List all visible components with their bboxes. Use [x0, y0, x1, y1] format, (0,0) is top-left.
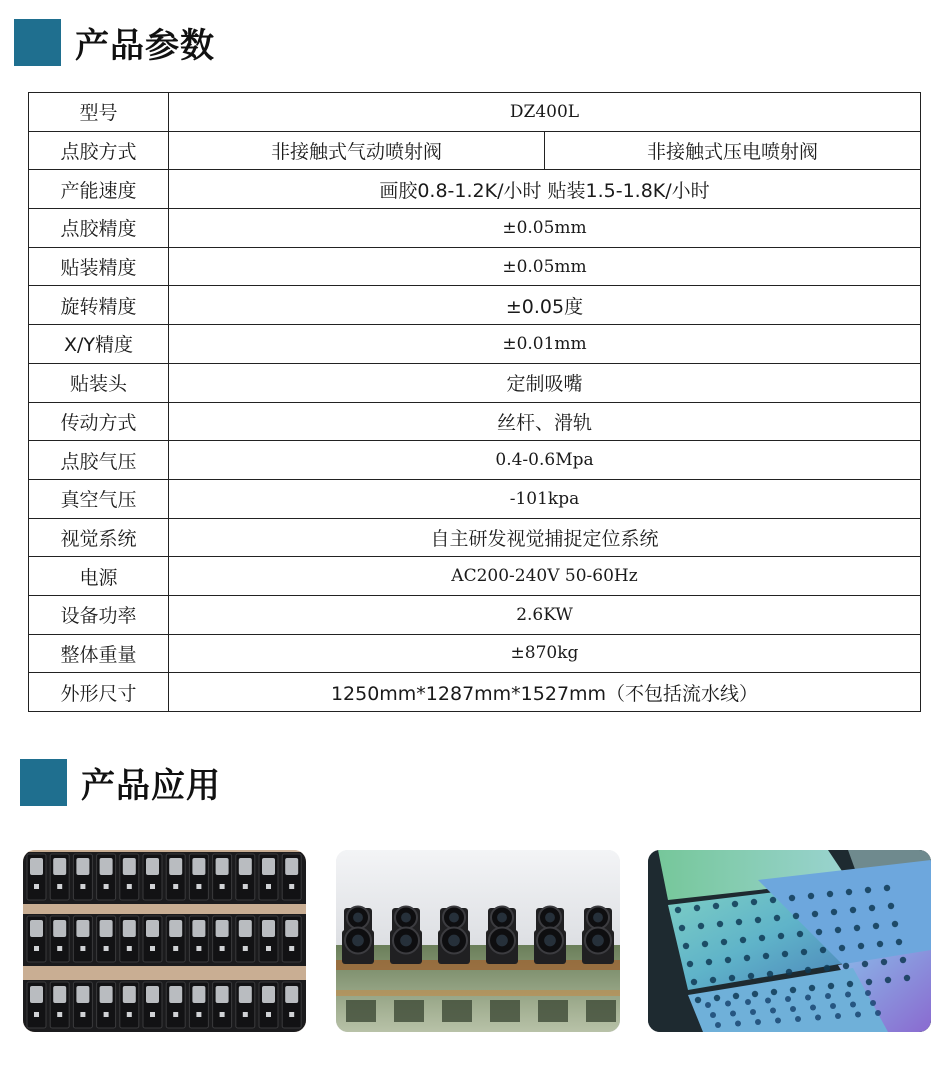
led-tray-image	[648, 850, 931, 1032]
table-row	[29, 93, 921, 132]
table-row	[29, 325, 921, 364]
table-row	[29, 673, 921, 712]
section-title: 产品应用	[81, 766, 221, 806]
table-row	[29, 402, 921, 441]
row-value: 0.4-0.6Mpa	[169, 441, 921, 480]
spec-table	[28, 92, 921, 712]
section-header-applications	[20, 758, 221, 807]
row-label: 贴装精度	[29, 247, 169, 286]
row-label: 产能速度	[29, 170, 169, 209]
application-photo-camera-modules	[336, 850, 620, 1032]
table-row	[29, 209, 921, 248]
camera-module-image	[336, 850, 620, 1032]
row-label: 设备功率	[29, 595, 169, 634]
section-title: 产品参数	[75, 26, 215, 66]
row-value: AC200-240V 50-60Hz	[169, 557, 921, 596]
panel-grid-image	[23, 850, 306, 1032]
row-label: 点胶精度	[29, 209, 169, 248]
row-label: 传动方式	[29, 402, 169, 441]
row-value: ±870kg	[169, 634, 921, 673]
row-value: 1250mm*1287mm*1527mm（不包括流水线）	[169, 673, 921, 712]
table-row	[29, 363, 921, 402]
row-label: 整体重量	[29, 634, 169, 673]
row-label: 贴装头	[29, 363, 169, 402]
row-value: ±0.05度	[169, 286, 921, 325]
row-value: ±0.05mm	[169, 247, 921, 286]
row-value: ±0.05mm	[169, 209, 921, 248]
table-row	[29, 286, 921, 325]
row-label: 点胶气压	[29, 441, 169, 480]
row-value: 非接触式压电喷射阀	[545, 131, 921, 170]
table-row	[29, 170, 921, 209]
row-value: 非接触式气动喷射阀	[169, 131, 545, 170]
application-photos	[0, 850, 943, 1032]
application-photo-led-trays	[648, 850, 931, 1032]
section-marker	[14, 19, 61, 66]
row-value: 画胶0.8-1.2K/小时 贴装1.5-1.8K/小时	[169, 170, 921, 209]
table-row	[29, 634, 921, 673]
application-photo-panels	[23, 850, 306, 1032]
row-value: 自主研发视觉捕捉定位系统	[169, 518, 921, 557]
table-row	[29, 518, 921, 557]
section-header-params	[14, 18, 215, 67]
section-marker	[20, 759, 67, 806]
row-label: 外形尺寸	[29, 673, 169, 712]
row-value: 丝杆、滑轨	[169, 402, 921, 441]
row-label: X/Y精度	[29, 325, 169, 364]
table-row	[29, 479, 921, 518]
row-value: -101kpa	[169, 479, 921, 518]
table-row	[29, 557, 921, 596]
table-row	[29, 595, 921, 634]
row-label: 电源	[29, 557, 169, 596]
table-row	[29, 131, 921, 170]
row-value: DZ400L	[169, 93, 921, 132]
row-label: 点胶方式	[29, 131, 169, 170]
table-row	[29, 441, 921, 480]
row-label: 视觉系统	[29, 518, 169, 557]
row-label: 真空气压	[29, 479, 169, 518]
row-label: 型号	[29, 93, 169, 132]
row-value: ±0.01mm	[169, 325, 921, 364]
table-row	[29, 247, 921, 286]
row-value: 定制吸嘴	[169, 363, 921, 402]
row-label: 旋转精度	[29, 286, 169, 325]
row-value: 2.6KW	[169, 595, 921, 634]
